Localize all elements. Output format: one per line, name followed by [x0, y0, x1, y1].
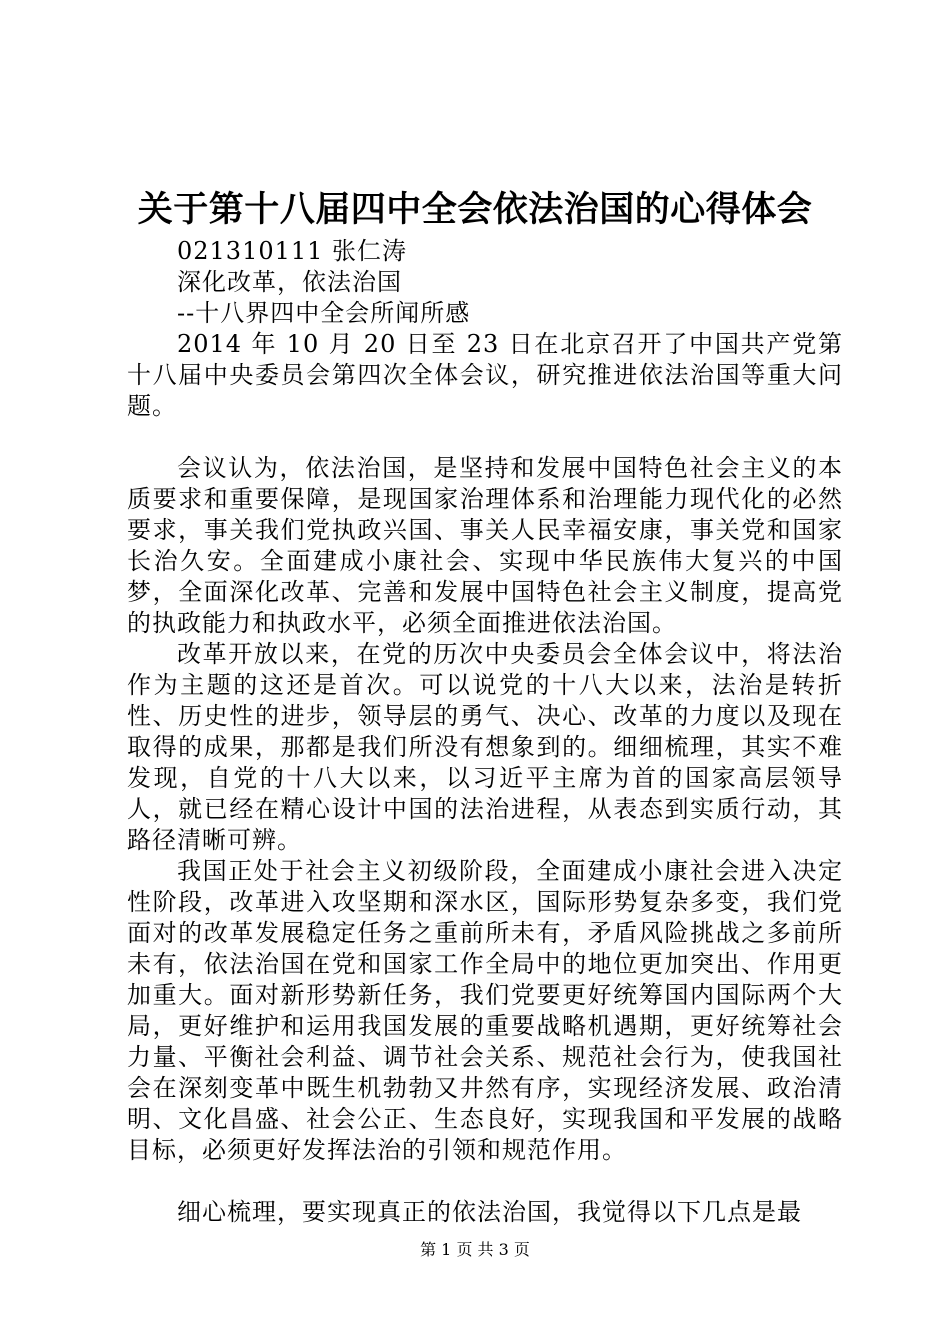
author-line: 021310111 张仁涛 [177, 237, 408, 265]
document-body [127, 236, 843, 1228]
paragraph-spacer [127, 422, 843, 453]
paragraph-intro: 2014 年 10 月 20 日至 23 日在北京召开了中国共产党第十八届中央委员会第四次全体会议，研究推进依法治国等重大问题。 [127, 330, 843, 420]
document-title: 关于第十八届四中全会依法治国的心得体会 [137, 189, 813, 230]
subtitle-line: 深化改革，依法治国 [177, 268, 402, 296]
paragraph-meeting-view: 会议认为，依法治国，是坚持和发展中国特色社会主义的本质要求和重要保障，是现国家治理体系和治理能力现代化的必然要求，事关我们党执政兴国、事关人民幸福安康，事关党和国家长治久安。全面建成小康社会、实现中华民族伟大复兴的中国梦，全面深化改革、完善和发展中国特色社会主义制度，提高党的执政能力和执政水平，必须全面推进依法治国。 [127, 454, 843, 637]
paragraph-current-stage: 我国正处于社会主义初级阶段，全面建成小康社会进入决定性阶段，改革进入攻坚期和深水区，国际形势复杂多变，我们党面对的改革发展稳定任务之重前所未有，矛盾风险挑战之多前所未有，依法治国在党和国家工作全局中的地位更加突出、作用更加重大。面对新形势新任务，我们党要更好统筹国内国际两个大局，更好维护和运用我国发展的重要战略机遇期，更好统筹社会力量、平衡社会利益、调节社会关系、规范社会行为，使我国社会在深刻变革中既生机勃勃又井然有序，实现经济发展、政治清明、文化昌盛、社会公正、生态良好，实现我国和平发展的战略目标，必须更好发挥法治的引领和规范作用。 [127, 857, 843, 1164]
paragraph-spacer [127, 1166, 843, 1197]
page-footer: 第 1 页 共 3 页 [420, 1240, 530, 1259]
subtitle-source-line: --十八界四中全会所闻所感 [177, 299, 471, 327]
paragraph-conclusion-start: 细心梳理，要实现真正的依法治国，我觉得以下几点是最 [177, 1198, 802, 1226]
paragraph-reform-history: 改革开放以来，在党的历次中央委员会全体会议中，将法治作为主题的这还是首次。可以说党的十八大以来，法治是转折性、历史性的进步，领导层的勇气、决心、改革的力度以及现在取得的成果，那都是我们所没有想象到的。细细梳理，其实不难发现，自党的十八大以来，以习近平主席为首的国家高层领导人，就已经在精心设计中国的法治进程，从表态到实质行动，其路径清晰可辨。 [127, 640, 843, 854]
